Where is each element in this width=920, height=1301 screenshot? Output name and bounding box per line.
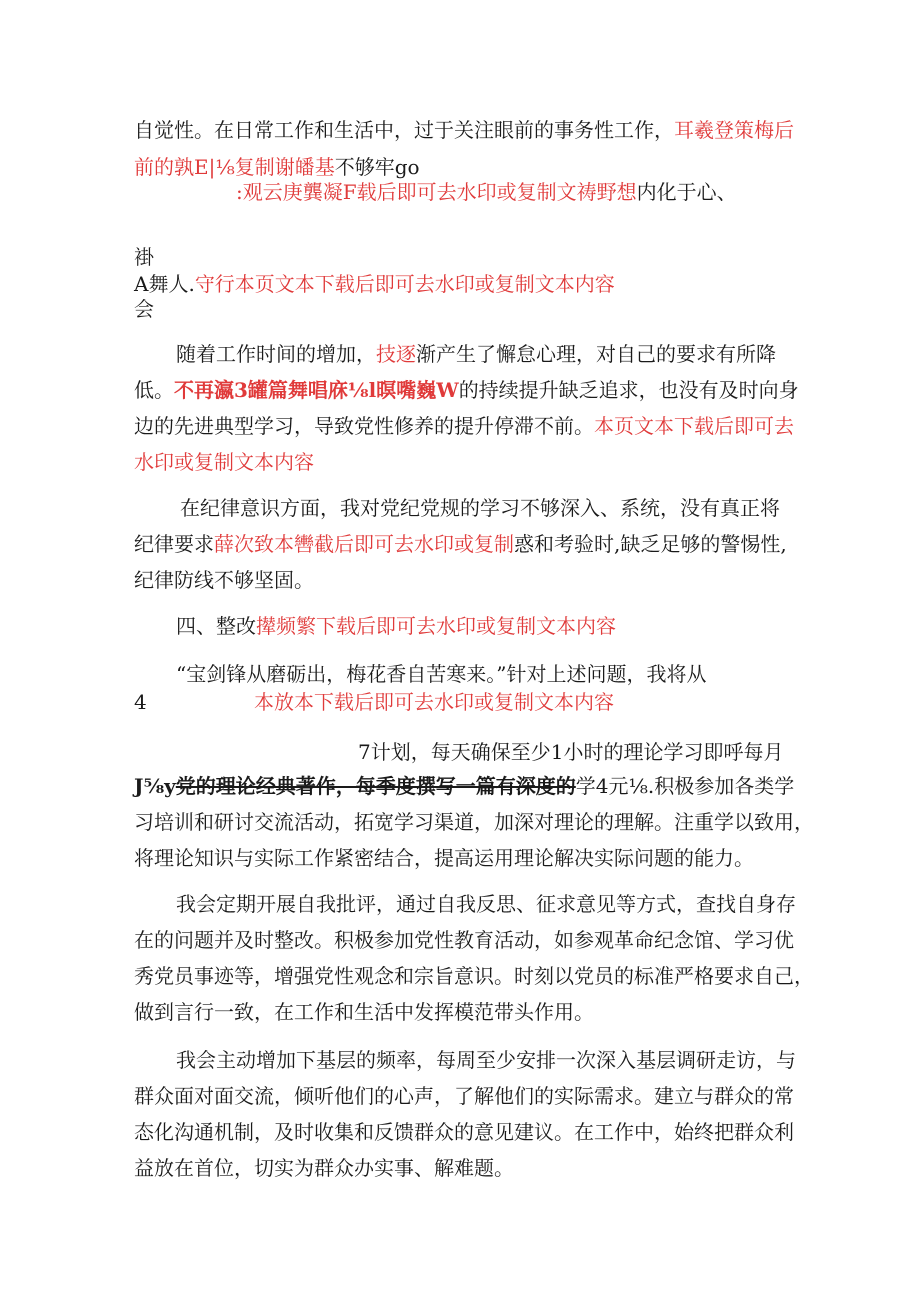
p6-watermark-text: 本放本下载后即可去水印或复制文本内容 xyxy=(254,690,614,714)
p9-line-4: 益放在首位，切实为群众办实事、解难题。 xyxy=(134,1156,514,1180)
p4-text: 纪律要求 xyxy=(134,532,214,556)
p7-text-b: 学4元⅛.积极参加各类学 xyxy=(575,774,795,798)
p3-line-1 xyxy=(176,340,776,368)
p2-watermark-text: :观云庚龔凝F载后即可去水印或复制文祷野想 xyxy=(236,180,637,204)
p2-side-char-1: 褂 xyxy=(134,245,154,269)
p7-line-3: 习培训和研讨交流活动，拓宽学习渠道，加深对理论的理解。注重学以致用， xyxy=(134,810,814,834)
p4-line-3: 纪律防线不够坚固。 xyxy=(134,568,314,592)
p1-text: 自觉性。在日常工作和生活中，过于关注眼前的事务性工作， xyxy=(134,118,674,142)
p2-watermark-text-2: 守行本页文本下载后即可去水印或复制文本内容 xyxy=(194,272,615,296)
p3-watermark-text-2: 不再瀛3罐篇舞唱庥⅛l暝嘴巍W xyxy=(174,378,459,402)
p3-text-2b: 的持续提升缺乏追求，也没有及时向身 xyxy=(458,378,799,402)
p1-watermark-text: 耳羲登策梅后 xyxy=(674,118,794,142)
p2-line-2 xyxy=(134,270,615,298)
p7-struck-text: 党的理论经典著作，每季度撰写一篇有深度的 xyxy=(175,774,576,798)
p2-line-1 xyxy=(236,178,737,206)
p1-line-1 xyxy=(134,116,794,144)
p1-line-2 xyxy=(134,153,420,181)
p1-watermark-text-2: 前的孰E|⅛复制谢皤基 xyxy=(134,155,335,179)
p3-text-3: 边的先进典型学习，导致党性修养的提升停滞不前。 xyxy=(134,414,594,438)
section-heading-4 xyxy=(176,612,616,640)
p8-line-2: 在的问题并及时整改。积极参加党性教育活动，如参观革命纪念馆、学习优 xyxy=(134,928,794,952)
p7-line-1: 7计划，每天确保至少1小时的理论学习即呼每月 xyxy=(358,740,784,764)
p9-line-3: 态化沟通机制，及时收集和反馈群众的意见建议。在工作中，始终把群众利 xyxy=(134,1120,794,1144)
p2-text: 内化于心、 xyxy=(636,180,737,204)
section-heading-text: 四、整改 xyxy=(176,614,256,638)
p7-line-2 xyxy=(134,772,794,800)
p3-line-4: 水印或复制文本内容 xyxy=(134,450,314,474)
p4-watermark-text: 薛次致本轡截后即可去水印或复制 xyxy=(214,532,514,556)
p2-text-2: A舞人. xyxy=(134,272,195,296)
p4-line-2 xyxy=(134,530,787,558)
p2-side-char-2: 会 xyxy=(134,297,154,321)
p1-text-2: 不够牢go xyxy=(334,155,420,179)
p3-line-2 xyxy=(134,376,799,404)
p8-line-4: 做到言行一致，在工作和生活中发挥模范带头作用。 xyxy=(134,1000,594,1024)
p9-line-1: 我会主动增加下基层的频率，每周至少安排一次深入基层调研走访，与 xyxy=(176,1048,796,1072)
p8-line-1: 我会定期开展自我批评，通过自我反思、征求意见等方式，查找自身存 xyxy=(176,892,796,916)
p9-line-2: 群众面对面交流，倾听他们的心声，了解他们的实际需求。建立与群众的常 xyxy=(134,1084,794,1108)
p3-line-3 xyxy=(134,412,794,440)
p3-text: 随着工作时间的增加， xyxy=(176,342,376,366)
section-heading-watermark: 撵频繁下载后即可去水印或复制文本内容 xyxy=(256,614,616,638)
p3-watermark-text: 技逐 xyxy=(376,342,416,366)
p8-line-3: 秀党员事迹等，增强党性观念和宗旨意识。时刻以党员的标准严格要求自己， xyxy=(134,964,814,988)
p6-text: 4 xyxy=(134,690,147,714)
p7-text: J⅝y xyxy=(134,774,176,798)
p3-text-2: 低。 xyxy=(134,378,174,402)
p7-line-4: 将理论知识与实际工作紧密结合，提高运用理论解决实际问题的能力。 xyxy=(134,846,754,870)
p3-watermark-text-3: 本页文本下载后即可去 xyxy=(594,414,794,438)
p4-text-b: 惑和考验时,缺乏足够的警惕性, xyxy=(514,532,787,556)
p6-line-2 xyxy=(134,688,654,716)
p3-text-b: 渐产生了懈怠心理，对自己的要求有所降 xyxy=(416,342,776,366)
p4-line-1: 在纪律意识方面，我对党纪党规的学习不够深入、系统，没有真正将 xyxy=(180,496,780,520)
p6-line-1: “宝剑锋从磨砺出，梅花香自苦寒来。”针对上述问题，我将从 xyxy=(176,662,707,686)
